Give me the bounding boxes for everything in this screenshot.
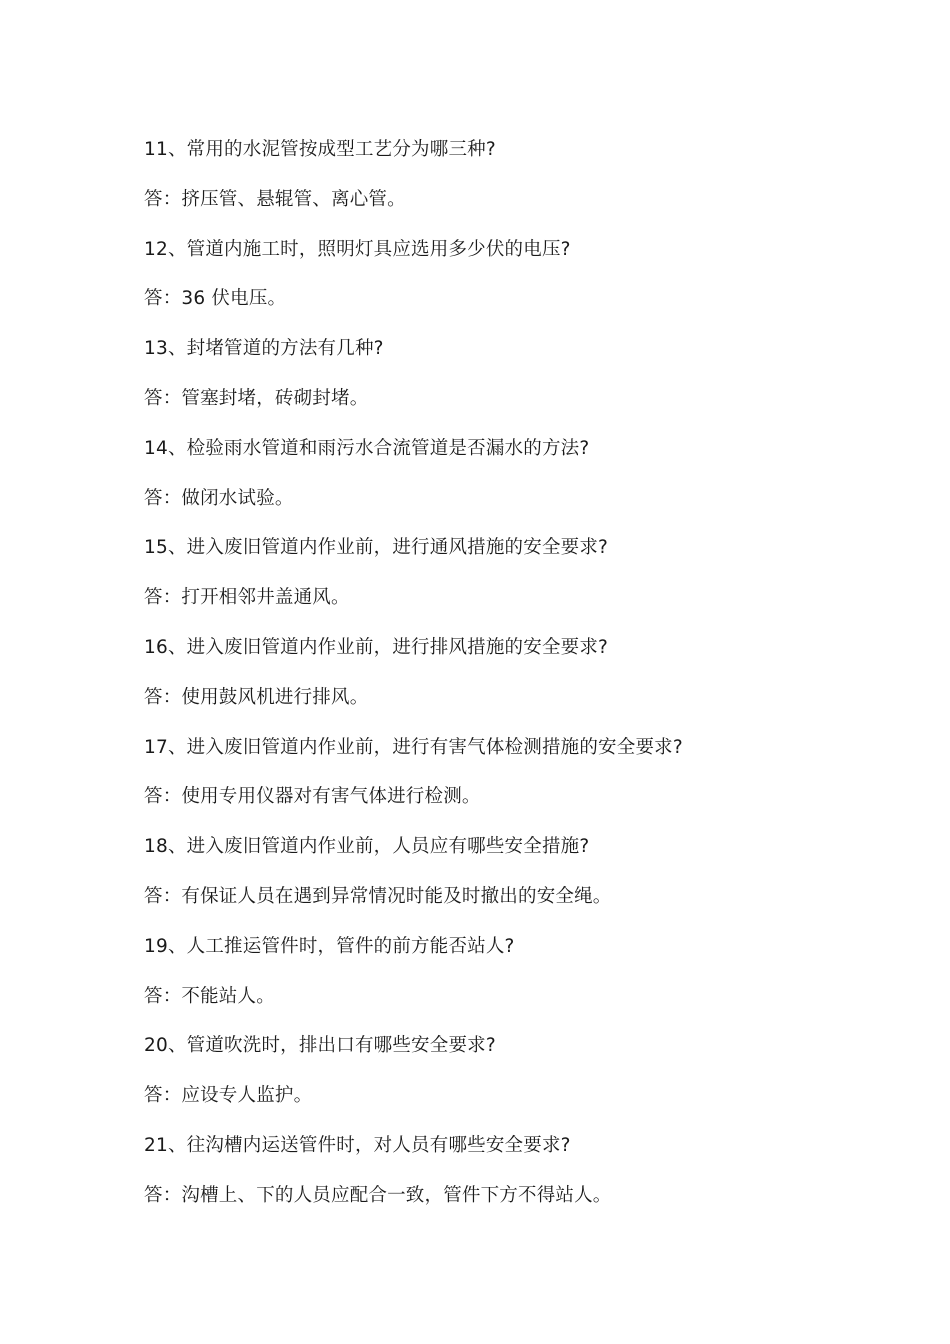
answer-11: 答：挤压管、悬辊管、离心管。 (144, 188, 406, 210)
answer-17: 答：使用专用仪器对有害气体进行检测。 (144, 786, 481, 808)
question-20: 20、管道吹洗时，排出口有哪些安全要求? (144, 1035, 496, 1057)
question-21: 21、往沟槽内运送管件时，对人员有哪些安全要求? (144, 1134, 571, 1156)
question-12: 12、管道内施工时，照明灯具应选用多少伏的电压? (144, 238, 571, 260)
answer-15: 答：打开相邻井盖通风。 (144, 587, 350, 609)
answer-21: 答：沟槽上、下的人员应配合一致，管件下方不得站人。 (144, 1184, 612, 1206)
answer-12: 答：36 伏电压。 (144, 288, 287, 310)
question-19: 19、人工推运管件时，管件的前方能否站人? (144, 935, 515, 957)
answer-13: 答：管塞封堵，砖砌封堵。 (144, 387, 369, 409)
question-18: 18、进入废旧管道内作业前，人员应有哪些安全措施? (144, 836, 590, 858)
qa-list (144, 136, 844, 1232)
question-15: 15、进入废旧管道内作业前，进行通风措施的安全要求? (144, 537, 609, 559)
answer-19: 答：不能站人。 (144, 985, 275, 1007)
answer-18: 答：有保证人员在遇到异常情况时能及时撤出的安全绳。 (144, 885, 612, 907)
answer-16: 答：使用鼓风机进行排风。 (144, 686, 369, 708)
answer-14: 答：做闭水试验。 (144, 487, 294, 509)
question-16: 16、进入废旧管道内作业前，进行排风措施的安全要求? (144, 636, 609, 658)
question-17: 17、进入废旧管道内作业前，进行有害气体检测措施的安全要求? (144, 736, 683, 758)
question-13: 13、封堵管道的方法有几种? (144, 338, 384, 360)
question-14: 14、检验雨水管道和雨污水合流管道是否漏水的方法? (144, 437, 590, 459)
answer-20: 答：应设专人监护。 (144, 1085, 313, 1107)
question-11: 11、常用的水泥管按成型工艺分为哪三种? (144, 139, 496, 160)
